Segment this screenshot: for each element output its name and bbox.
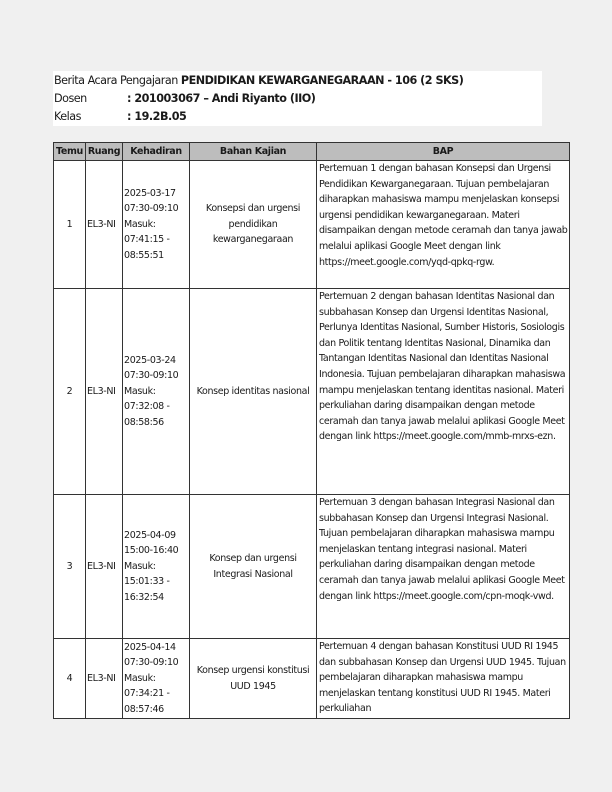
kelas-label: Kelas <box>54 110 81 123</box>
dosen-line <box>54 90 315 108</box>
table-header-row <box>54 143 570 161</box>
cell-kehadiran: 2025-04-14 07:30-09:10 Masuk: 07:34:21 - 08:57:46 <box>123 639 190 719</box>
cell-ruang: EL3-NI <box>86 495 123 639</box>
cell-temu: 2 <box>54 289 86 495</box>
cell-bahan-kajian: Konsep urgensi konstitusi UUD 1945 <box>190 639 317 719</box>
cell-ruang: EL3-NI <box>86 161 123 289</box>
col-header-kehadiran: Kehadiran <box>123 143 190 161</box>
document-header <box>53 71 542 126</box>
table-row <box>54 289 570 495</box>
cell-kehadiran: 2025-04-09 15:00-16:40 Masuk: 15:01:33 - 16:32:54 <box>123 495 190 639</box>
table-row <box>54 495 570 639</box>
cell-bap: Pertemuan 4 dengan bahasan Konstitusi UUD RI 1945 dan subbahasan Konsep dan Urgensi UUD 1945. Tujuan pembelajaran diharapkan mahasiswa mampu menjelaskan tentang konstitusi UUD RI 1945. Materi perkuliahan <box>317 639 570 719</box>
cell-temu: 1 <box>54 161 86 289</box>
cell-kehadiran: 2025-03-17 07:30-09:10 Masuk: 07:41:15 - 08:55:51 <box>123 161 190 289</box>
cell-bap: Pertemuan 3 dengan bahasan Integrasi Nasional dan subbahasan Konsep dan Urgensi Integrasi Nasional. Tujuan pembelajaran diharapkan mahasiswa mampu menjelaskan tentang integrasi nasional. Materi perkuliahan daring disampaikan dengan metode ceramah dan tanya jawab melalui aplikasi Google Meet dengan link https://meet.google.com/cpn-moqk-vwd. <box>317 495 570 639</box>
cell-ruang: EL3-NI <box>86 289 123 495</box>
col-header-ruang: Ruang <box>86 143 123 161</box>
cell-bap: Pertemuan 2 dengan bahasan Identitas Nasional dan subbahasan Konsep dan Urgensi Identitas Nasional, Perlunya Identitas Nasional, Sumber Historis, Sosiologis dan Politik tentang Identitas Nasional, Dinamika dan Tantangan Identitas Nasional dan Identitas Nasional Indonesia. Tujuan pembelajaran diharapkan mahasiswa mampu menjelaskan tentang identitas nasional. Materi perkuliahan daring disampaikan dengan metode ceramah dan tanya jawab melalui aplikasi Google Meet dengan link https://meet.google.com/mmb-mrxs-ezn. <box>317 289 570 495</box>
dosen-label: Dosen <box>54 92 87 105</box>
col-header-temu: Temu <box>54 143 86 161</box>
cell-bahan-kajian: Konsepsi dan urgensi pendidikan kewarganegaraan <box>190 161 317 289</box>
title-prefix: Berita Acara Pengajaran <box>54 74 178 87</box>
table-row <box>54 639 570 719</box>
attendance-table <box>53 142 570 719</box>
cell-kehadiran: 2025-03-24 07:30-09:10 Masuk: 07:32:08 - 08:58:56 <box>123 289 190 495</box>
cell-bahan-kajian: Konsep dan urgensi Integrasi Nasional <box>190 495 317 639</box>
dosen-value: : 201003067 – Andi Riyanto (IIO) <box>127 92 316 105</box>
kelas-line <box>54 108 186 126</box>
course-title: PENDIDIKAN KEWARGANEGARAAN - 106 (2 SKS) <box>180 74 464 87</box>
header-title-line <box>54 72 463 90</box>
cell-bap: Pertemuan 1 dengan bahasan Konsepsi dan Urgensi Pendidikan Kewarganegaraan. Tujuan pembelajaran diharapkan mahasiswa mampu menjelaskan konsepsi urgensi pendidikan kewarganegaraan. Materi disampaikan dengan metode ceramah dan tanya jawab melalui aplikasi Google Meet dengan link https://meet.google.com/yqd-qpkq-rgw. <box>317 161 570 289</box>
cell-temu: 3 <box>54 495 86 639</box>
cell-bahan-kajian: Konsep identitas nasional <box>190 289 317 495</box>
col-header-bahan-kajian: Bahan Kajian <box>190 143 317 161</box>
table-row <box>54 161 570 289</box>
kelas-value: : 19.2B.05 <box>127 110 187 123</box>
col-header-bap: BAP <box>317 143 570 161</box>
cell-ruang: EL3-NI <box>86 639 123 719</box>
cell-temu: 4 <box>54 639 86 719</box>
